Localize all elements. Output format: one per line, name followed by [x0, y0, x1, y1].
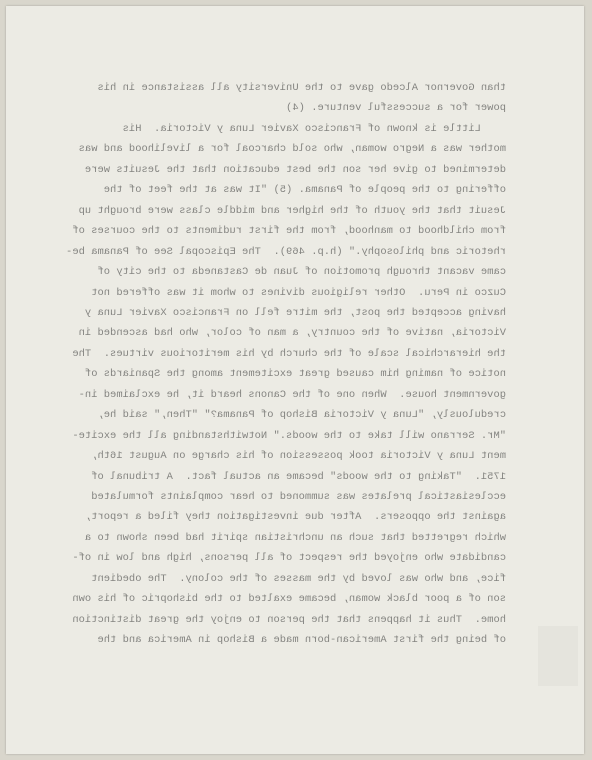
text-line: credulously, "Luna y Victoria Bishop of Panama?" "Then," said he, [97, 409, 506, 422]
text-line: Jesuit that the youth of the higher and middle class were brought up [78, 204, 506, 217]
text-line: notice of naming him caused great excitement among the Spaniards of [84, 368, 506, 381]
text-line: determined to give her son the best education that the Jesuits were [84, 163, 506, 176]
text-line: power for a successful venture. (4) [286, 102, 506, 115]
text-line: of being the first American-born made a Bishop in America and the [97, 634, 506, 647]
mirrored-typed-text [6, 6, 584, 754]
text-line: 1751. "Taking to the woods" became an actual fact. A tribunal of [91, 470, 506, 483]
text-line: than Governor Alcedo gave to the University all assistance in his [97, 82, 506, 94]
text-line: the hierarchical scale of the church by his meritorious virtues. The [72, 347, 506, 360]
text-line: Victoria, native of the country, a man of color, who had ascended in [78, 327, 506, 340]
text-line: mother was a Negro woman, who sold charcoal for a livelihood and was [78, 143, 506, 156]
text-line: which regretted that such an unchristian spirit had been shown to a [84, 531, 506, 544]
text-line: ment Luna y Victoria took possession of his charge on August 16th, [91, 450, 506, 463]
text-line: against the opposers. After due investigation they filed a report, [84, 511, 506, 524]
text-line: government house. When one of the Canons heard it, he exclaimed in- [78, 388, 506, 401]
text-line: from childhood to manhood, from the first rudiments to the courses of [72, 225, 506, 238]
text-line: candidate who enjoyed the respect of all persons, high and low in of- [72, 552, 506, 565]
text-line: having accepted the post, the mitre fell on Francisco Xavier Luna y [84, 306, 506, 319]
text-line: Cuzco in Peru. Other religious divines to whom it was offered not [91, 286, 506, 299]
text-line: fice, and who was loved by the masses of the colony. The obedient [91, 572, 506, 585]
text-line: home. Thus it happens that the person to enjoy the great distinction [72, 613, 506, 626]
text-line: son of a poor black woman, became exalted to the bishopric of his own [72, 593, 506, 606]
text-line: offering to the people of Panama. (5) "It was at the feet of the [103, 184, 506, 197]
paper-sheet [6, 6, 584, 754]
text-line: ecclesiastical prelates was summoned to hear complaints formulated [91, 491, 506, 503]
text-line: Little is known of Francisco Xavier Luna y Victoria. His [122, 122, 506, 135]
text-line: came vacant through promotion of Juan de Castaneda to the city of [97, 266, 506, 279]
text-line: rhetoric and philosophy." (h.p. 469). The Episcopal See of Panama be- [66, 245, 506, 258]
text-line: "Mr. Serrano will take to the woods." Notwithstanding all the excite- [72, 429, 506, 442]
